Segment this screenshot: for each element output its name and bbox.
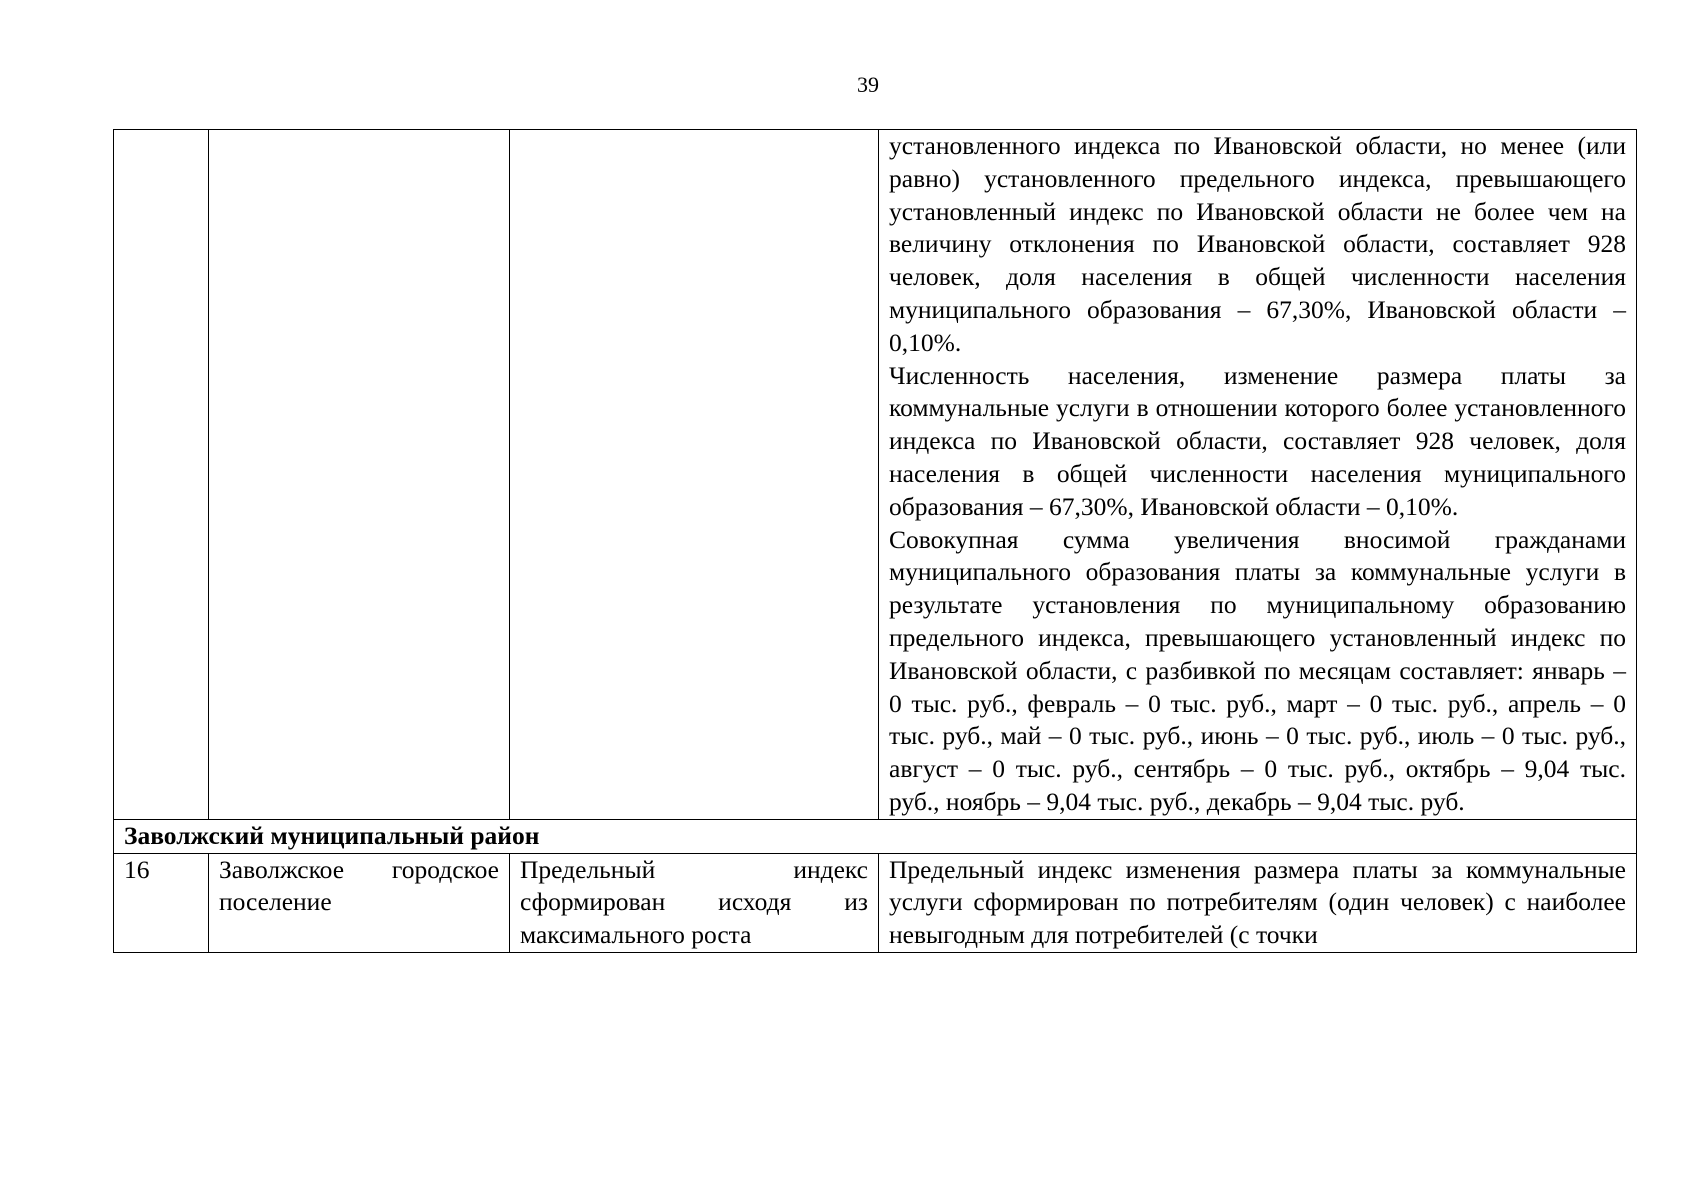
data-table: [113, 129, 1637, 953]
table-row-16: [114, 853, 1637, 952]
paragraph-population-within-limit: установленного индекса по Ивановской области, но менее (или равно) установленного предельного индекса, превышающего установленный индекс по Ивановской области не более чем на величину отклонения по Ивановской области, составляет 928 человек, доля населения в общей численности населения муниципального образования – 67,30%, Ивановской области – 0,10%.: [889, 131, 1626, 357]
index-description-text: Предельный индекс изменения размера платы за коммунальные услуги сформирован по потребителям (один человек) с наиболее невыгодным для потребителей (с точки: [889, 854, 1626, 950]
cell-index-basis: [510, 853, 879, 952]
row-number: 16: [124, 854, 150, 884]
cell-index-empty: [510, 130, 879, 820]
page-number: 39: [857, 72, 879, 97]
municipality-name: Заволжское городское поселение: [219, 854, 499, 917]
paragraph-total-payment-increase: Совокупная сумма увеличения вносимой гражданами муниципального образования платы за коммунальные услуги в результате установления по муниципальному образованию предельного индекса, превышающего установленный индекс по Ивановской области, с разбивкой по месяцам составляет: январь – 0 тыс. руб., февраль – 0 тыс. руб., март – 0 тыс. руб., апрель – 0 тыс. руб., май – 0 тыс. руб., июнь – 0 тыс. руб., июль – 0 тыс. руб., август – 0 тыс. руб., сентябрь – 0 тыс. руб., октябрь – 9,04 тыс. руб., ноябрь – 9,04 тыс. руб., декабрь – 9,04 тыс. руб.: [889, 524, 1626, 816]
cell-number-empty: [114, 130, 209, 820]
cell-row-number: [114, 853, 209, 952]
cell-name-empty: [209, 130, 510, 820]
cell-municipality-name: [209, 853, 510, 952]
index-basis-text: Предельный индекс сформирован исходя из максимального роста: [520, 854, 868, 950]
section-header-row: [114, 819, 1637, 853]
cell-index-description: [879, 853, 1637, 952]
section-title: Заволжский муниципальный район: [114, 819, 1637, 853]
cell-description: [879, 130, 1637, 820]
table-row-continued: [114, 130, 1637, 820]
paragraph-population-above-index: Численность населения, изменение размера платы за коммунальные услуги в отношении которого более установленного индекса по Ивановской области, составляет 928 человек, доля населения в общей численности населения муниципального образования – 67,30%, Ивановской области – 0,10%.: [889, 360, 1626, 521]
